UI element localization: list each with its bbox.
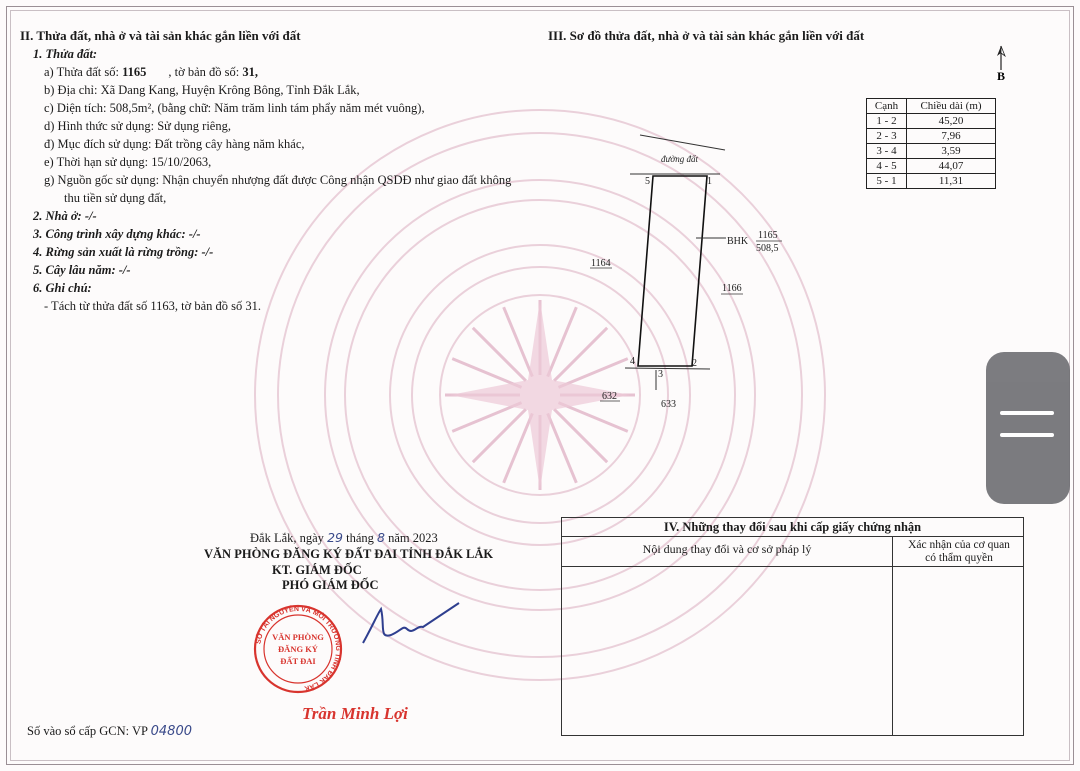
point-4: 4 <box>630 356 635 367</box>
kt-director: KT. GIÁM ĐỐC <box>272 563 362 577</box>
road-line <box>640 135 725 150</box>
point-2: 2 <box>692 358 697 369</box>
registry-line <box>27 723 192 740</box>
south-boundary-line <box>625 368 710 369</box>
parcel-number-line <box>44 64 258 80</box>
house-line: 2. Nhà ở: -/- <box>33 209 97 223</box>
handle-bar-icon <box>1000 411 1054 415</box>
point-1: 1 <box>707 176 712 187</box>
column-divider <box>892 536 893 736</box>
signature-mark <box>355 595 465 655</box>
stamp-line-3: ĐẤT ĐAI <box>280 656 316 666</box>
authority-confirmation-header <box>893 539 1025 565</box>
table-header-cell: Cạnh <box>867 99 907 114</box>
parcel-number-map: 1165 <box>758 230 778 241</box>
section-4-title: IV. Những thay đổi sau khi cấp giấy chứng nhận <box>562 518 1023 537</box>
other-construction-line: 3. Công trình xây dựng khác: -/- <box>33 227 201 241</box>
origin-line-1: g) Nguồn gốc sử dụng: Nhận chuyển nhượng đất được Công nhận QSDĐ như giao đất không <box>44 173 512 187</box>
notes-heading: 6. Ghi chú: <box>33 281 92 295</box>
signing-year: năm 2023 <box>384 531 438 545</box>
table-row <box>867 129 996 144</box>
parcel-number: 1165 <box>122 65 147 79</box>
origin-line-2: thu tiền sử dụng đất, <box>64 191 167 205</box>
edge-cell: 2 - 3 <box>867 129 907 144</box>
forest-line: 4. Rừng sản xuất là rừng trồng: -/- <box>33 245 214 259</box>
north-label: B <box>997 69 1006 83</box>
edge-length-table <box>866 98 996 189</box>
neighbor-left: 1164 <box>591 258 611 269</box>
neighbor-bottom-left: 632 <box>602 391 617 402</box>
notes-text: - Tách từ thửa đất số 1163, tờ bản đồ số 31. <box>44 299 262 313</box>
edge-cell: 4 - 5 <box>867 159 907 174</box>
changes-content-header: Nội dung thay đổi và cơ sở pháp lý <box>642 542 812 556</box>
signing-date-prefix: Đắk Lắk, ngày <box>250 531 328 545</box>
table-row <box>867 144 996 159</box>
stamp-line-1: VĂN PHÒNG <box>272 632 324 642</box>
signing-day: 29 <box>327 530 343 545</box>
signing-month: 8 <box>377 530 385 545</box>
edge-cell: 5 - 1 <box>867 174 907 189</box>
authority-header-line-2: có thẩm quyền <box>925 552 993 564</box>
length-cell: 45,20 <box>907 114 996 129</box>
table-row <box>867 159 996 174</box>
north-arrow-icon <box>990 44 1012 84</box>
usage-purpose-line: đ) Mục đích sử dụng: Đất trồng cây hàng năm khác, <box>44 137 305 151</box>
address-line: b) Địa chỉ: Xã Dang Kang, Huyện Krông Bông, Tỉnh Đắk Lắk, <box>44 83 360 97</box>
section-3-title: III. Sơ đồ thửa đất, nhà ở và tài sản khác gắn liền với đất <box>548 28 865 43</box>
registry-number: 04800 <box>150 724 192 739</box>
parcel-boundary <box>638 176 707 366</box>
edge-cell: 3 - 4 <box>867 144 907 159</box>
usage-term-line: e) Thời hạn sử dụng: 15/10/2063, <box>44 155 212 169</box>
road-label: đường đất <box>661 154 698 164</box>
length-cell: 44,07 <box>907 159 996 174</box>
neighbor-right: 1166 <box>722 283 742 294</box>
point-3: 3 <box>658 369 663 380</box>
point-5: 5 <box>645 176 650 187</box>
length-cell: 3,59 <box>907 144 996 159</box>
signer-name: Trần Minh Lợi <box>302 704 408 723</box>
changes-table <box>561 517 1024 736</box>
deputy-director: PHÓ GIÁM ĐỐC <box>282 578 379 592</box>
parcel-area-map: 508,5 <box>756 243 779 254</box>
section-2-title: II. Thửa đất, nhà ở và tài sản khác gắn liền với đất <box>20 28 301 43</box>
handle-bar-icon <box>1000 433 1054 437</box>
table-header-row <box>867 99 996 114</box>
authority-header-line-1: Xác nhận của cơ quan <box>908 539 1010 551</box>
side-panel-handle[interactable] <box>986 352 1070 504</box>
map-sheet-label: , tờ bản đồ số: <box>168 65 243 79</box>
signing-month-label: tháng <box>342 531 377 545</box>
official-red-stamp <box>252 603 344 695</box>
edge-cell: 1 - 2 <box>867 114 907 129</box>
registry-label: Số vào sổ cấp GCN: VP <box>27 724 148 738</box>
office-name: VĂN PHÒNG ĐĂNG KÝ ĐẤT ĐAI TỈNH ĐẮK LẮK <box>204 547 494 561</box>
area-line: c) Diện tích: 508,5m², (bằng chữ: Năm trăm linh tám phẩy năm mét vuông), <box>44 101 425 115</box>
parcel-diagram <box>560 120 820 420</box>
table-row <box>867 174 996 189</box>
signing-date <box>250 530 438 546</box>
map-sheet-number: 31, <box>242 65 258 79</box>
stamp-line-2: ĐĂNG KÝ <box>278 644 318 654</box>
length-cell: 11,31 <box>907 174 996 189</box>
perennial-trees-line: 5. Cây lâu năm: -/- <box>33 263 131 277</box>
bhk-label: BHK <box>727 236 749 247</box>
neighbor-bottom-right: 633 <box>661 399 676 410</box>
parcel-number-label: a) Thửa đất số: <box>44 65 123 79</box>
table-header-cell: Chiều dài (m) <box>907 99 996 114</box>
length-cell: 7,96 <box>907 129 996 144</box>
parcel-heading: 1. Thửa đất: <box>33 47 98 61</box>
stamp-ring-text: SỞ TÀI NGUYÊN VÀ MÔI TRƯỜNG TỈNH ĐẮK LẮK <box>255 605 342 692</box>
table-row <box>867 114 996 129</box>
usage-form-line: d) Hình thức sử dụng: Sử dụng riêng, <box>44 119 231 133</box>
